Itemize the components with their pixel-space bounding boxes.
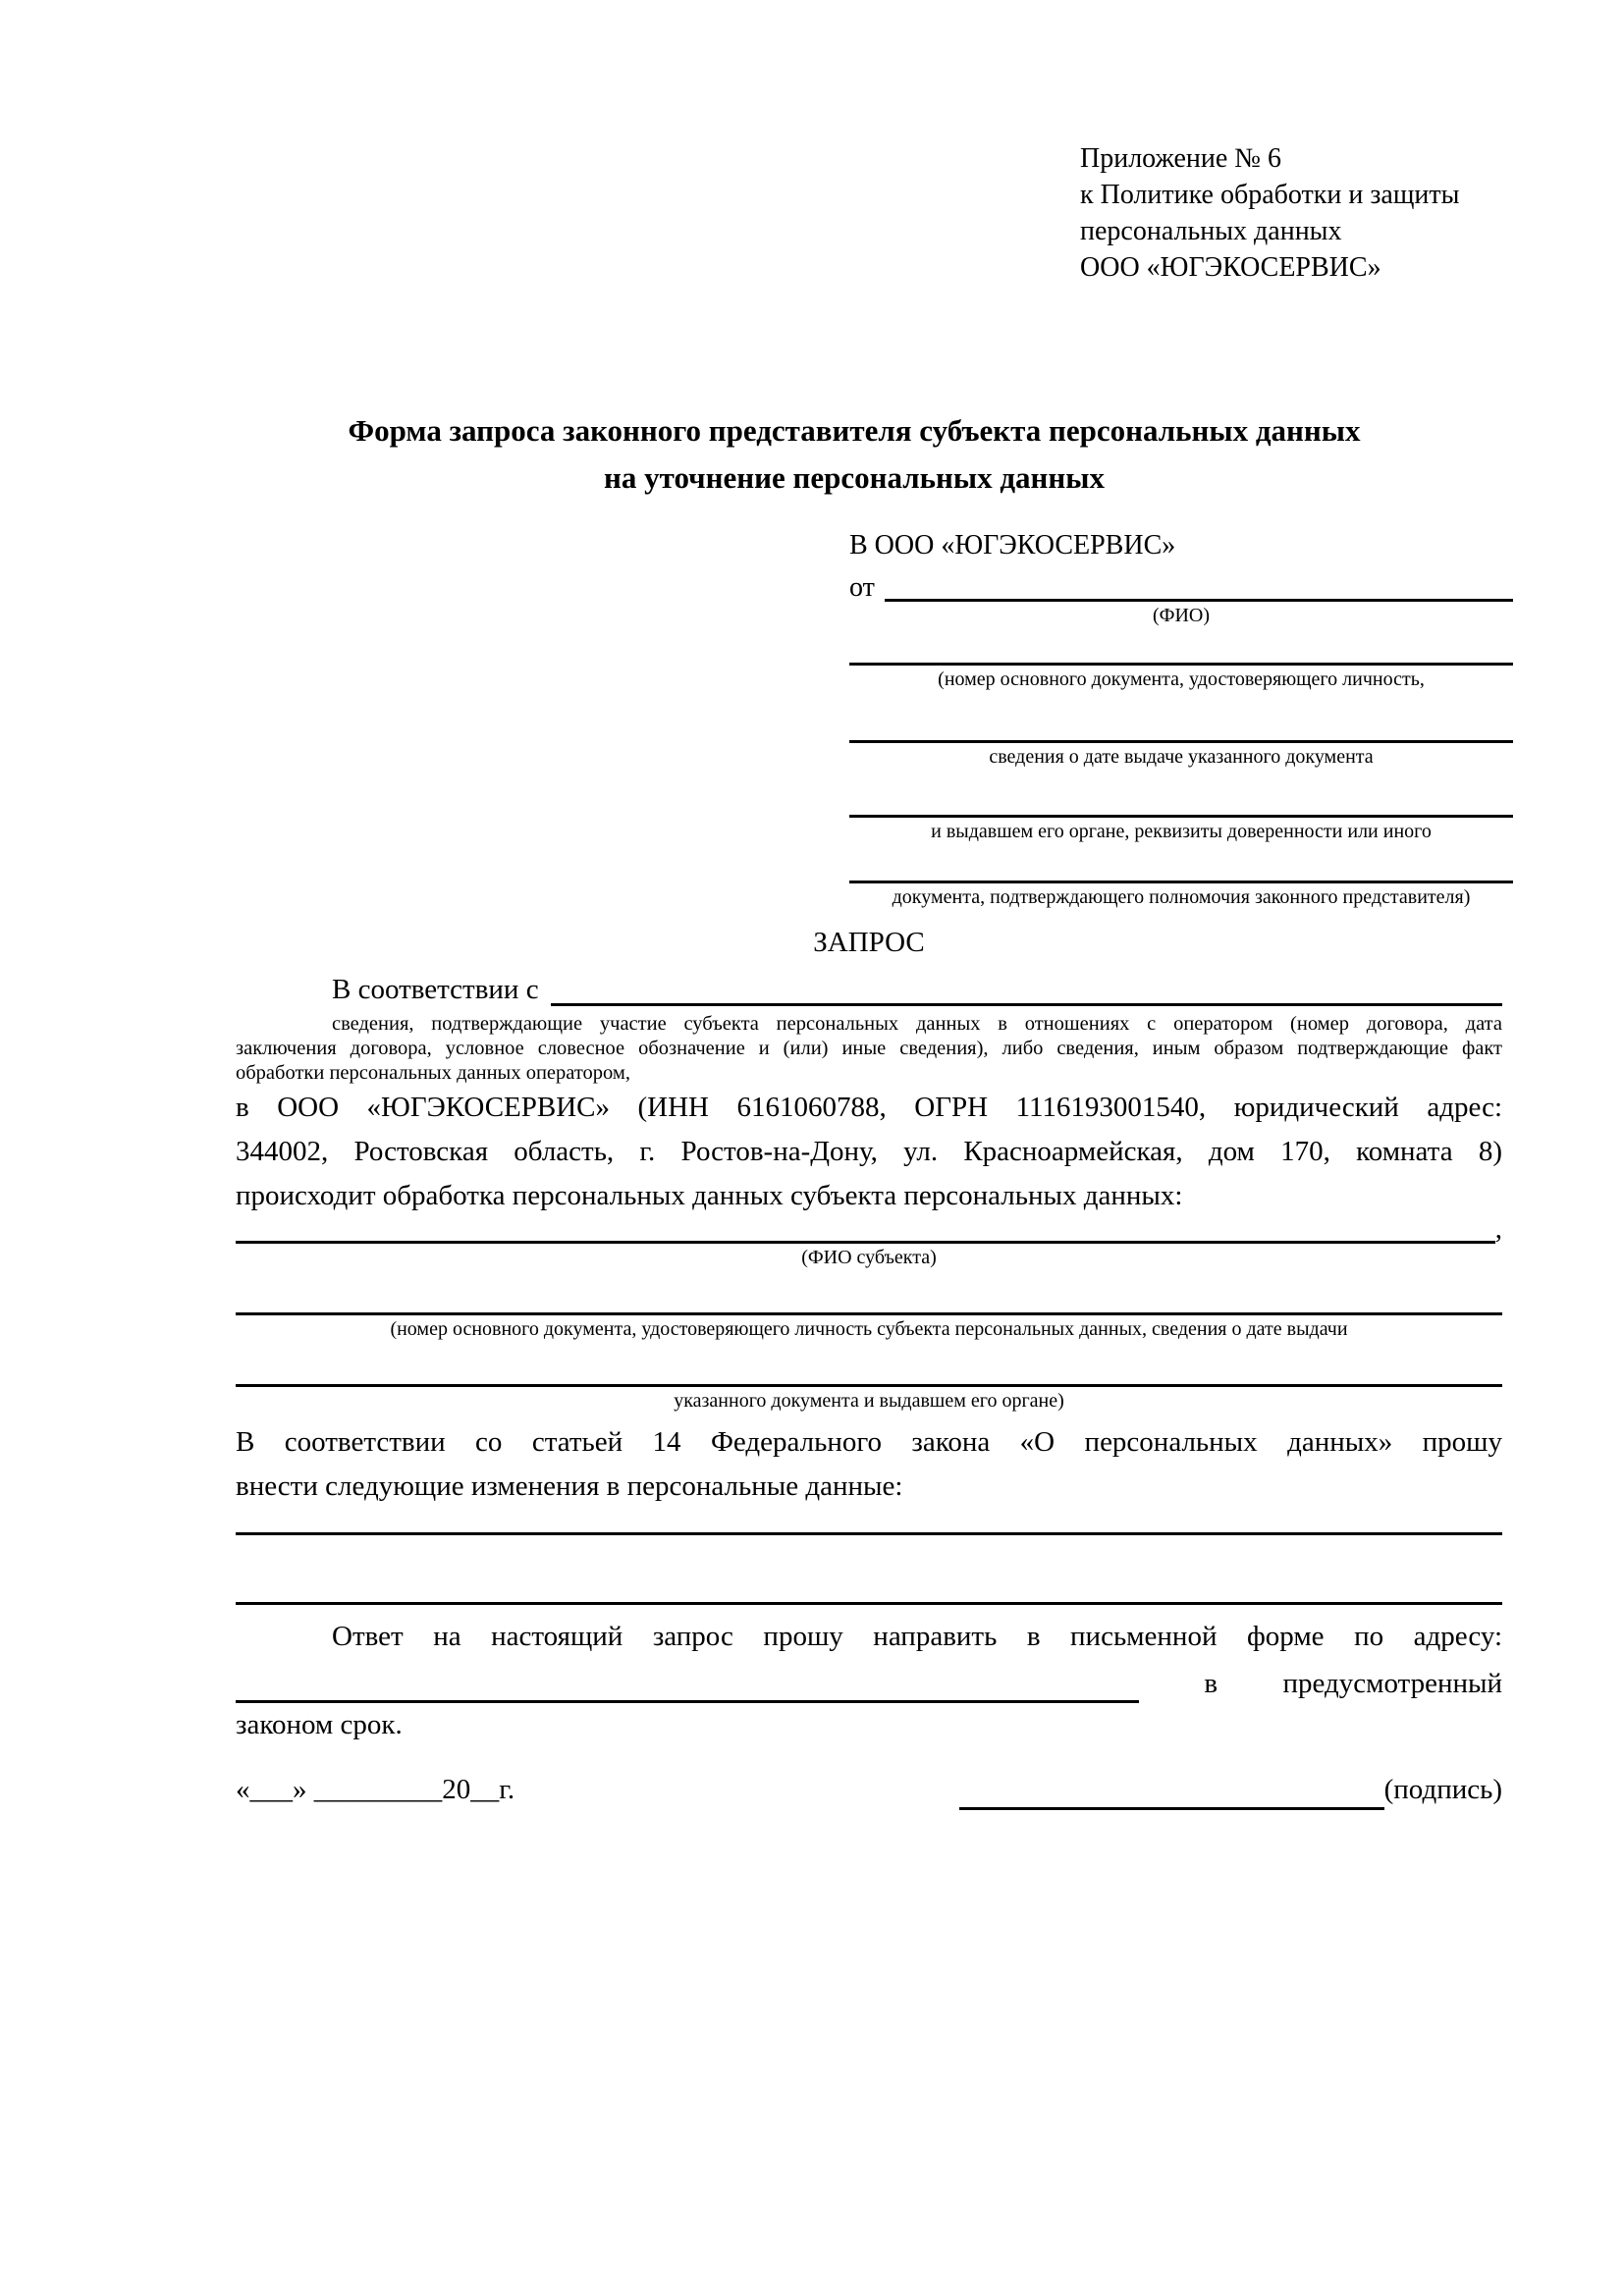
subject-doc-fill-line bbox=[236, 1312, 1502, 1315]
appendix-line: ООО «ЮГЭКОСЕРВИС» bbox=[1080, 252, 1381, 283]
paragraph-line: происходит обработка персональных данных субъекта персональных данных: bbox=[236, 1180, 1183, 1211]
changes-fill-line bbox=[236, 1602, 1502, 1605]
answer-word: предусмотренный bbox=[1282, 1668, 1502, 1699]
basis-label: В соответствии с bbox=[332, 974, 539, 1005]
fill-line bbox=[849, 881, 1513, 883]
subject-doc-fill-line bbox=[236, 1384, 1502, 1387]
appendix-note bbox=[1080, 140, 1459, 286]
footnote-line: обработки персональных данных оператором, bbox=[236, 1062, 630, 1084]
paragraph-line: 344002, Ростовская область, г. Ростов-на-Дону, ул. Красноармейская, дом 170, комната 8) bbox=[236, 1136, 1502, 1167]
date-line: «___» _________20__г. bbox=[236, 1774, 515, 1805]
footnote-line: сведения, подтверждающие участие субъекта персональных данных в отношениях с оператором (номер договора, дата bbox=[332, 1013, 1502, 1035]
subject-fio-fill-line bbox=[236, 1213, 1495, 1244]
paragraph-line: в ООО «ЮГЭКОСЕРВИС» (ИНН 6161060788, ОГРН 1116193001540, юридический адрес: bbox=[236, 1092, 1502, 1123]
basis-footnote bbox=[236, 1012, 1502, 1086]
law-paragraph bbox=[236, 1420, 1502, 1509]
appendix-line: персональных данных bbox=[1080, 216, 1342, 246]
signature-caption: (подпись) bbox=[1383, 1774, 1502, 1805]
subject-fio-caption: (ФИО субъекта) bbox=[801, 1247, 937, 1268]
appendix-line: к Политике обработки и защиты bbox=[1080, 180, 1460, 210]
representative-doc-field bbox=[849, 740, 1513, 769]
from-label: от bbox=[849, 572, 875, 603]
footnote-line: заключения договора, условное словесное обозначение и (или) иные сведения), либо сведения, иным образом подтверждающие факт bbox=[236, 1038, 1502, 1059]
request-heading: ЗАПРОС bbox=[813, 927, 925, 958]
fill-line bbox=[849, 663, 1513, 666]
paragraph-line: внести следующие изменения в персональные данные: bbox=[236, 1470, 903, 1502]
representative-doc-field bbox=[849, 815, 1513, 843]
answer-word: в bbox=[1204, 1668, 1218, 1699]
address-fill-line bbox=[236, 1667, 1139, 1703]
answer-paragraph bbox=[236, 1615, 1502, 1747]
basis-field bbox=[236, 965, 1502, 1006]
request-body bbox=[236, 921, 1502, 1810]
signature-field bbox=[959, 1769, 1502, 1810]
field-caption: (номер основного документа, удостоверяющего личность, bbox=[938, 668, 1425, 690]
fill-line bbox=[849, 815, 1513, 818]
title-line: Форма запроса законного представителя субъекта персональных данных bbox=[348, 413, 1361, 448]
operator-paragraph bbox=[236, 1086, 1502, 1218]
from-field bbox=[849, 574, 1513, 602]
representative-doc-field bbox=[849, 663, 1513, 691]
signature-fill-line bbox=[959, 1772, 1384, 1810]
representative-doc-field bbox=[849, 881, 1513, 909]
subject-doc-caption: указанного документа и выдавшем его органе) bbox=[674, 1390, 1064, 1412]
paragraph-line: В соответствии со статьей 14 Федерального закона «О персональных данных» прошу bbox=[236, 1426, 1502, 1458]
subject-fio-comma: , bbox=[1494, 1213, 1502, 1245]
field-caption: сведения о дате выдаче указанного документа bbox=[989, 746, 1374, 768]
address-field bbox=[236, 1659, 1502, 1703]
subject-fio-field bbox=[236, 1214, 1502, 1244]
paragraph-line: Ответ на настоящий запрос прошу направить в письменной форме по адресу: bbox=[332, 1621, 1502, 1652]
recipient-organization: В ООО «ЮГЭКОСЕРВИС» bbox=[849, 530, 1176, 561]
appendix-line: Приложение № 6 bbox=[1080, 143, 1281, 174]
field-caption: и выдавшем его органе, реквизиты доверенности или иного bbox=[931, 821, 1432, 842]
recipient-block bbox=[849, 525, 1513, 909]
basis-fill-line bbox=[551, 972, 1502, 1006]
footer-row bbox=[236, 1769, 1502, 1810]
from-fill-line bbox=[885, 573, 1513, 602]
changes-fill-line bbox=[236, 1532, 1502, 1535]
answer-tail: законом срок. bbox=[236, 1709, 403, 1740]
fio-caption: (ФИО) bbox=[1152, 605, 1210, 626]
subject-doc-caption: (номер основного документа, удостоверяющего личность субъекта персональных данных, сведения о дате выдачи bbox=[390, 1318, 1348, 1340]
field-caption: документа, подтверждающего полномочия законного представителя) bbox=[892, 886, 1471, 908]
document-title bbox=[196, 407, 1512, 502]
fill-line bbox=[849, 740, 1513, 743]
title-line: на уточнение персональных данных bbox=[604, 460, 1105, 495]
